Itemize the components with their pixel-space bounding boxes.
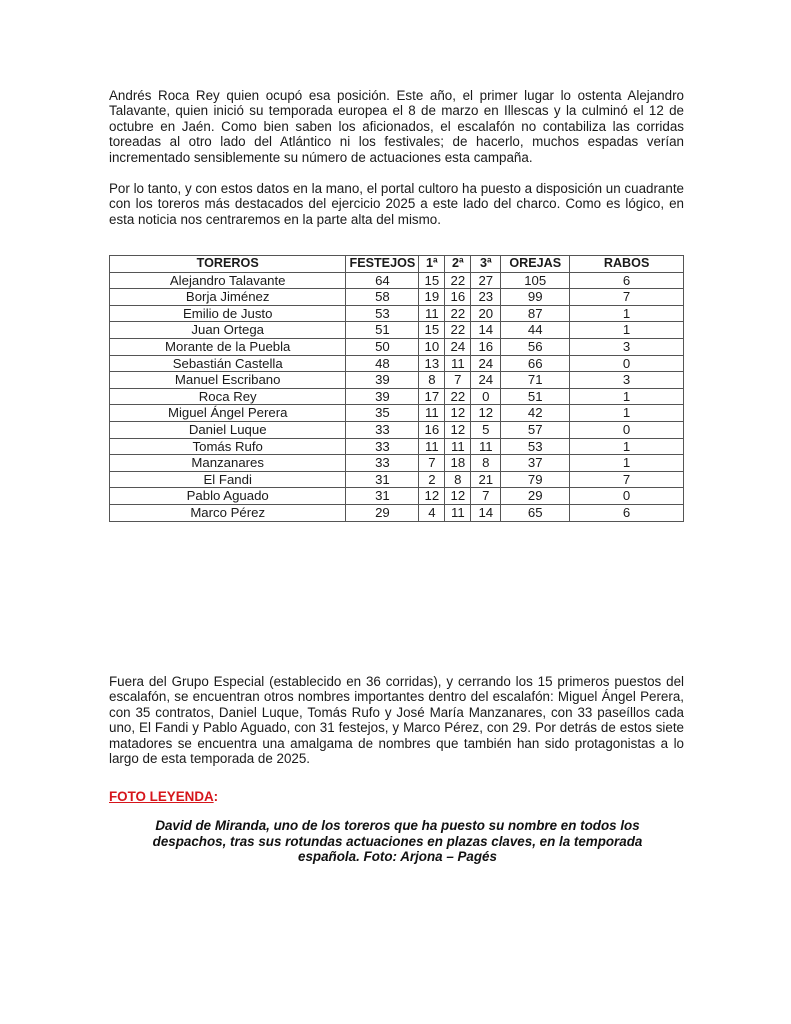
photo-caption: David de Miranda, uno de los toreros que ha puesto su nombre en todos los despachos, tras sus rotundas actuaciones en plazas claves, en la temporada española. Foto: Arjona – Pagés xyxy=(152,818,643,865)
cell-festejos: 31 xyxy=(346,471,419,488)
cell-segunda: 12 xyxy=(445,405,471,422)
header-rabos: RABOS xyxy=(570,256,684,273)
cell-festejos: 33 xyxy=(346,421,419,438)
cell-torero-name: El Fandi xyxy=(110,471,346,488)
table-row xyxy=(110,405,684,422)
cell-primera: 11 xyxy=(419,405,445,422)
cell-orejas: 44 xyxy=(501,322,570,339)
cell-torero-name: Alejandro Talavante xyxy=(110,272,346,289)
cell-torero-name: Juan Ortega xyxy=(110,322,346,339)
cell-torero-name: Morante de la Puebla xyxy=(110,338,346,355)
cell-rabos: 6 xyxy=(570,272,684,289)
cell-festejos: 58 xyxy=(346,289,419,306)
cell-tercera: 23 xyxy=(471,289,501,306)
cell-tercera: 14 xyxy=(471,504,501,521)
cell-tercera: 11 xyxy=(471,438,501,455)
cell-segunda: 24 xyxy=(445,338,471,355)
cell-torero-name: Miguel Ángel Perera xyxy=(110,405,346,422)
cell-segunda: 22 xyxy=(445,272,471,289)
cell-primera: 16 xyxy=(419,421,445,438)
cell-rabos: 0 xyxy=(570,421,684,438)
table-row xyxy=(110,289,684,306)
cell-primera: 17 xyxy=(419,388,445,405)
table-row xyxy=(110,488,684,505)
table-row xyxy=(110,355,684,372)
cell-segunda: 22 xyxy=(445,305,471,322)
header-segunda: 2ª xyxy=(445,256,471,273)
cell-rabos: 1 xyxy=(570,405,684,422)
cell-festejos: 33 xyxy=(346,438,419,455)
cell-primera: 19 xyxy=(419,289,445,306)
cell-torero-name: Borja Jiménez xyxy=(110,289,346,306)
header-toreros: TOREROS xyxy=(110,256,346,273)
cell-tercera: 7 xyxy=(471,488,501,505)
cell-orejas: 37 xyxy=(501,455,570,472)
table-row xyxy=(110,455,684,472)
cell-festejos: 31 xyxy=(346,488,419,505)
header-primera: 1ª xyxy=(419,256,445,273)
cell-segunda: 12 xyxy=(445,488,471,505)
table-header-row xyxy=(110,256,684,273)
table-row xyxy=(110,338,684,355)
cell-tercera: 5 xyxy=(471,421,501,438)
cell-orejas: 29 xyxy=(501,488,570,505)
header-tercera: 3ª xyxy=(471,256,501,273)
cell-rabos: 3 xyxy=(570,338,684,355)
cell-torero-name: Marco Pérez xyxy=(110,504,346,521)
cell-segunda: 16 xyxy=(445,289,471,306)
cell-orejas: 87 xyxy=(501,305,570,322)
table-row xyxy=(110,438,684,455)
cell-orejas: 56 xyxy=(501,338,570,355)
cell-rabos: 0 xyxy=(570,355,684,372)
cell-torero-name: Sebastián Castella xyxy=(110,355,346,372)
cell-segunda: 11 xyxy=(445,438,471,455)
closing-section xyxy=(109,674,684,766)
cell-tercera: 27 xyxy=(471,272,501,289)
cell-festejos: 33 xyxy=(346,455,419,472)
intro-paragraph-2: Por lo tanto, y con estos datos en la mano, el portal cultoro ha puesto a disposición un cuadrante con los toreros más destacados del ejercicio 2025 a este lado del charco. Como es lógico, en esta noticia nos centraremos en la parte alta del mismo. xyxy=(109,181,684,227)
cell-segunda: 11 xyxy=(445,504,471,521)
cell-torero-name: Roca Rey xyxy=(110,388,346,405)
cell-rabos: 6 xyxy=(570,504,684,521)
cell-tercera: 24 xyxy=(471,372,501,389)
cell-segunda: 22 xyxy=(445,322,471,339)
cell-primera: 10 xyxy=(419,338,445,355)
table-row xyxy=(110,272,684,289)
cell-primera: 11 xyxy=(419,305,445,322)
cell-torero-name: Manzanares xyxy=(110,455,346,472)
cell-primera: 8 xyxy=(419,372,445,389)
cell-primera: 15 xyxy=(419,322,445,339)
foto-leyenda-label: FOTO LEYENDA xyxy=(109,789,214,804)
cell-tercera: 8 xyxy=(471,455,501,472)
cell-festejos: 48 xyxy=(346,355,419,372)
cell-orejas: 66 xyxy=(501,355,570,372)
cell-orejas: 71 xyxy=(501,372,570,389)
cell-segunda: 7 xyxy=(445,372,471,389)
foto-leyenda-colon: : xyxy=(213,789,219,804)
escalafon-table xyxy=(109,255,684,522)
cell-festejos: 64 xyxy=(346,272,419,289)
table-row xyxy=(110,305,684,322)
cell-torero-name: Manuel Escribano xyxy=(110,372,346,389)
cell-rabos: 0 xyxy=(570,488,684,505)
cell-festejos: 50 xyxy=(346,338,419,355)
cell-segunda: 8 xyxy=(445,471,471,488)
cell-segunda: 22 xyxy=(445,388,471,405)
cell-tercera: 14 xyxy=(471,322,501,339)
cell-orejas: 53 xyxy=(501,438,570,455)
cell-orejas: 57 xyxy=(501,421,570,438)
cell-primera: 7 xyxy=(419,455,445,472)
cell-rabos: 3 xyxy=(570,372,684,389)
cell-primera: 15 xyxy=(419,272,445,289)
cell-tercera: 20 xyxy=(471,305,501,322)
cell-primera: 4 xyxy=(419,504,445,521)
cell-segunda: 12 xyxy=(445,421,471,438)
cell-orejas: 79 xyxy=(501,471,570,488)
cell-orejas: 99 xyxy=(501,289,570,306)
cell-primera: 12 xyxy=(419,488,445,505)
cell-tercera: 12 xyxy=(471,405,501,422)
cell-festejos: 39 xyxy=(346,372,419,389)
cell-rabos: 7 xyxy=(570,471,684,488)
intro-section xyxy=(109,88,684,227)
cell-rabos: 1 xyxy=(570,438,684,455)
cell-torero-name: Emilio de Justo xyxy=(110,305,346,322)
cell-segunda: 11 xyxy=(445,355,471,372)
cell-torero-name: Daniel Luque xyxy=(110,421,346,438)
table-row xyxy=(110,471,684,488)
cell-orejas: 65 xyxy=(501,504,570,521)
cell-tercera: 21 xyxy=(471,471,501,488)
cell-primera: 2 xyxy=(419,471,445,488)
cell-festejos: 53 xyxy=(346,305,419,322)
cell-torero-name: Pablo Aguado xyxy=(110,488,346,505)
cell-rabos: 1 xyxy=(570,305,684,322)
table-row xyxy=(110,421,684,438)
cell-primera: 13 xyxy=(419,355,445,372)
table-row xyxy=(110,372,684,389)
foto-leyenda-title xyxy=(109,789,218,804)
cell-orejas: 51 xyxy=(501,388,570,405)
cell-tercera: 16 xyxy=(471,338,501,355)
cell-tercera: 0 xyxy=(471,388,501,405)
cell-festejos: 39 xyxy=(346,388,419,405)
closing-paragraph: Fuera del Grupo Especial (establecido en 36 corridas), y cerrando los 15 primeros puestos del escalafón, se encuentran otros nombres importantes dentro del escalafón: Miguel Ángel Perera, con 35 contratos, Daniel Luque, Tomás Rufo y José María Manzanares, con 33 paseíllos cada uno, El Fandi y Pablo Aguado, con 31 festejos, y Marco Pérez, con 29. Por detrás de estos siete matadores se encuentra una amalgama de nombres que también han sido protagonistas a lo largo de esta temporada de 2025. xyxy=(109,674,684,767)
cell-festejos: 35 xyxy=(346,405,419,422)
cell-rabos: 7 xyxy=(570,289,684,306)
table-row xyxy=(110,388,684,405)
cell-festejos: 29 xyxy=(346,504,419,521)
intro-paragraph-1: Andrés Roca Rey quien ocupó esa posición. Este año, el primer lugar lo ostenta Alejandro Talavante, quien inició su temporada europea el 8 de marzo en Illescas y la culminó el 12 de octubre en Jaén. Como bien saben los aficionados, el escalafón no contabiliza las corridas toreadas al otro lado del Atlántico ni los festivales; de hacerlo, muchos espadas verían incrementado sensiblemente su número de actuaciones esta campaña. xyxy=(109,88,684,165)
cell-orejas: 105 xyxy=(501,272,570,289)
table-row xyxy=(110,322,684,339)
table-row xyxy=(110,504,684,521)
cell-rabos: 1 xyxy=(570,388,684,405)
header-festejos: FESTEJOS xyxy=(346,256,419,273)
cell-torero-name: Tomás Rufo xyxy=(110,438,346,455)
table-body xyxy=(110,272,684,521)
cell-rabos: 1 xyxy=(570,455,684,472)
cell-tercera: 24 xyxy=(471,355,501,372)
cell-rabos: 1 xyxy=(570,322,684,339)
cell-festejos: 51 xyxy=(346,322,419,339)
cell-primera: 11 xyxy=(419,438,445,455)
cell-orejas: 42 xyxy=(501,405,570,422)
cell-segunda: 18 xyxy=(445,455,471,472)
header-orejas: OREJAS xyxy=(501,256,570,273)
